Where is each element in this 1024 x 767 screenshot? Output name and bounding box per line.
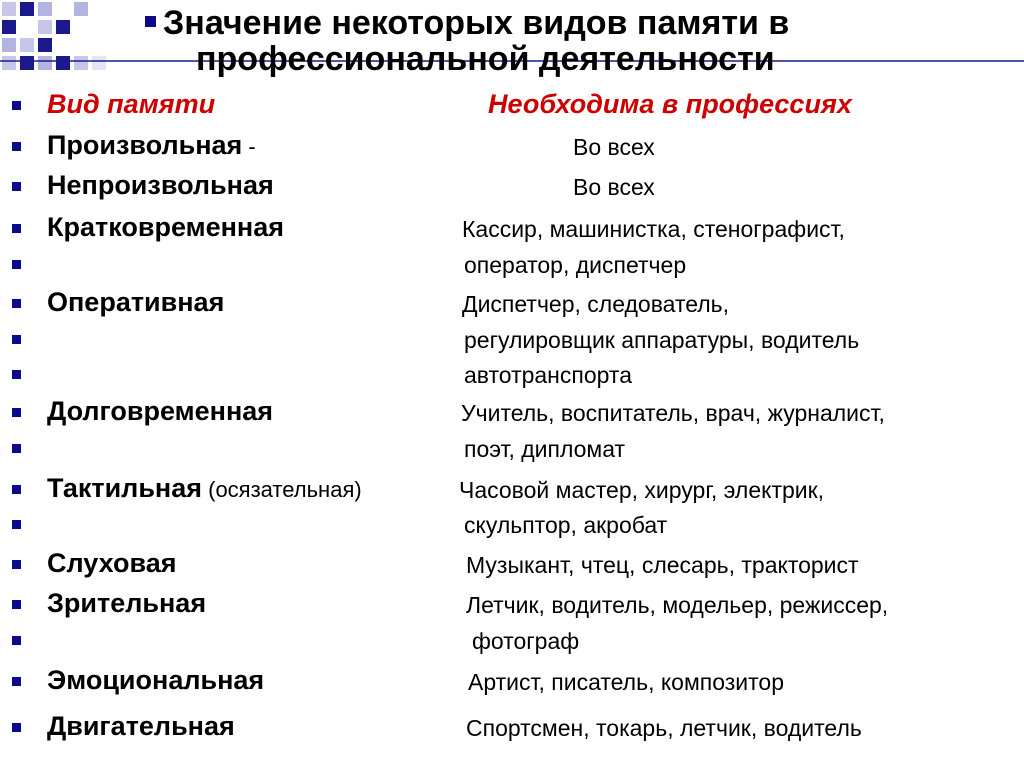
title-bullet-icon <box>145 16 156 27</box>
memory-type-label: Кратковременная <box>47 212 284 242</box>
table-row <box>0 127 1024 163</box>
title-line-2: профессиональной деятельности <box>196 40 775 78</box>
table-row <box>0 662 1024 698</box>
bullet-icon <box>12 723 21 732</box>
bullet-icon <box>12 260 21 269</box>
bullet-icon <box>12 677 21 686</box>
memory-type-label: Непроизвольная <box>47 170 274 200</box>
bullet-icon <box>12 370 21 379</box>
memory-type-note: (осязательная) <box>202 477 362 502</box>
table-row <box>0 585 1024 621</box>
memory-type-label: Оперативная <box>47 287 225 317</box>
memory-type-cell <box>47 209 284 247</box>
professions-cell: Музыкант, чтец, слесарь, тракторист <box>466 552 859 578</box>
table-row <box>0 545 1024 581</box>
table-row <box>0 320 1024 356</box>
bullet-icon <box>12 142 21 151</box>
table-row <box>0 393 1024 429</box>
table-row <box>0 505 1024 541</box>
memory-type-label: Эмоциональная <box>47 665 265 695</box>
memory-type-dash: - <box>242 134 256 159</box>
memory-type-cell <box>47 662 264 700</box>
table-row <box>0 355 1024 391</box>
bullet-icon <box>12 600 21 609</box>
memory-type-cell <box>47 167 274 205</box>
professions-cell: Часовой мастер, хирург, электрик, <box>459 477 825 503</box>
memory-type-label: Долговременная <box>47 396 274 426</box>
table-row <box>0 708 1024 744</box>
professions-cell: автотранспорта <box>464 362 632 388</box>
table-row <box>0 429 1024 465</box>
bullet-icon <box>12 224 21 233</box>
bullet-icon <box>12 182 21 191</box>
bullet-icon <box>12 520 21 529</box>
memory-type-label: Двигательная <box>47 711 235 741</box>
professions-cell: Во всех <box>573 174 655 200</box>
professions-cell: Летчик, водитель, модельер, режиссер, <box>466 592 889 618</box>
memory-type-cell <box>47 470 362 508</box>
professions-cell: оператор, диспетчер <box>464 252 687 278</box>
professions-cell: Артист, писатель, композитор <box>468 669 785 695</box>
bullet-icon <box>12 485 21 494</box>
memory-type-cell <box>47 545 177 583</box>
bullet-icon <box>12 444 21 453</box>
memory-type-label: Слуховая <box>47 548 177 578</box>
bullet-icon <box>12 299 21 308</box>
bullet-icon <box>12 560 21 569</box>
professions-cell: Диспетчер, следователь, <box>462 291 730 317</box>
bullet-icon <box>12 101 21 110</box>
bullet-icon <box>12 636 21 645</box>
memory-type-cell <box>47 284 224 322</box>
table-row <box>0 470 1024 506</box>
professions-cell: Спортсмен, токарь, летчик, водитель <box>466 715 862 741</box>
table-header-row <box>0 86 1024 122</box>
bullet-icon <box>12 335 21 344</box>
professions-cell: скульптор, акробат <box>464 512 668 538</box>
table-row <box>0 621 1024 657</box>
memory-type-label: Зрительная <box>47 588 207 618</box>
title-line-1: Значение некоторых видов памяти в <box>163 4 790 42</box>
memory-type-cell <box>47 585 206 623</box>
professions-cell: Кассир, машинистка, стенографист, <box>462 216 845 242</box>
professions-cell: поэт, дипломат <box>464 436 626 462</box>
memory-type-cell <box>47 127 256 165</box>
memory-type-label: Произвольная <box>47 130 243 160</box>
memory-type-label: Тактильная <box>47 473 202 503</box>
professions-cell: Учитель, воспитатель, врач, журналист, <box>461 400 885 426</box>
bullet-icon <box>12 408 21 417</box>
table-row <box>0 245 1024 281</box>
table-row <box>0 209 1024 245</box>
memory-type-cell <box>47 708 235 746</box>
table-row <box>0 167 1024 203</box>
column-header-memory-type: Вид памяти <box>47 89 216 119</box>
column-header-professions: Необходима в профессиях <box>488 89 852 119</box>
professions-cell: фотограф <box>472 628 580 654</box>
table-row <box>0 284 1024 320</box>
professions-cell: регулировщик аппаратуры, водитель <box>464 327 860 353</box>
professions-cell: Во всех <box>573 134 655 160</box>
memory-type-cell <box>47 393 273 431</box>
